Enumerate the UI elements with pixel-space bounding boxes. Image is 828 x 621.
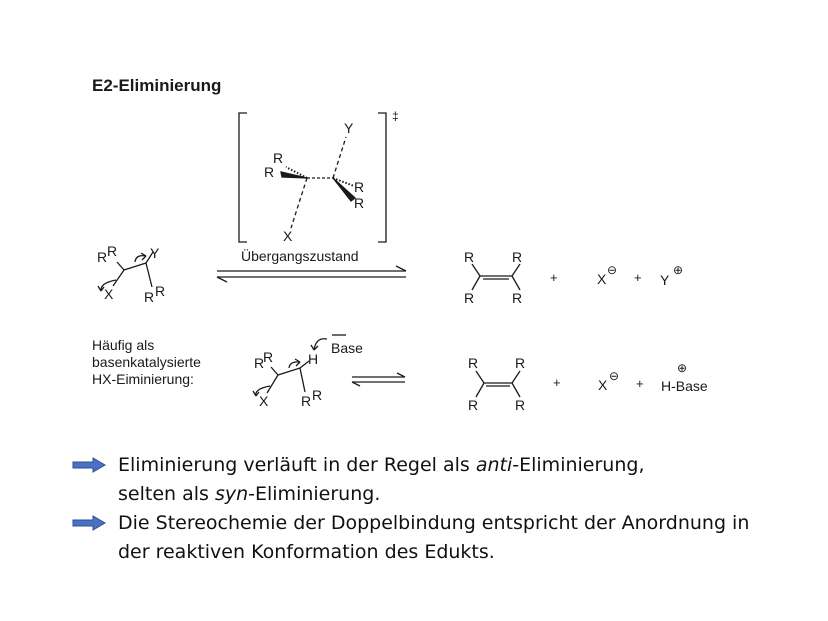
substituent-y: Y — [344, 120, 354, 136]
page-title: E2-Eliminierung — [92, 76, 222, 95]
substituent-r: R — [263, 349, 274, 365]
equilibrium-arrow — [352, 373, 405, 386]
substituent-r: R — [264, 164, 275, 180]
substituent-r: R — [144, 289, 155, 305]
reaction1-product — [464, 249, 522, 306]
substituent-r: R — [468, 355, 479, 371]
positive-charge: ⊕ — [677, 361, 688, 375]
substituent-x: X — [283, 228, 293, 244]
substituent-x: X — [104, 286, 114, 302]
dashed-bond-x — [291, 178, 307, 228]
arrow-shape — [73, 458, 105, 472]
plus-sign: + — [634, 270, 642, 285]
substituent-r: R — [464, 249, 475, 265]
substituent-r: R — [464, 290, 475, 306]
substituent-x: X — [259, 393, 269, 409]
base-label: Base — [331, 340, 363, 356]
substituent-r: R — [301, 393, 312, 409]
substituent-r: R — [515, 355, 526, 371]
h-base-cation: H-Base — [661, 378, 708, 394]
substituent-r: R — [354, 195, 365, 211]
substituent-r: R — [512, 290, 523, 306]
bracket-right — [378, 113, 386, 242]
bullet-item — [72, 451, 812, 509]
equilibrium-arrow — [217, 266, 406, 282]
negative-charge: ⊖ — [607, 263, 618, 277]
negative-charge: ⊖ — [609, 369, 620, 383]
substituent-r: R — [354, 179, 365, 195]
leaving-group-x: X — [597, 271, 607, 287]
right-arrow-icon — [72, 457, 106, 473]
substituent-r: R — [512, 249, 523, 265]
bullet-line — [118, 451, 812, 480]
substituent-r: R — [97, 249, 108, 265]
text-segment: -Eliminierung. — [248, 483, 381, 505]
bullet-item — [72, 509, 812, 567]
reaction2-caption-line: HX-Eiminierung: — [92, 371, 194, 387]
wedge-bond — [281, 172, 307, 178]
curved-arrow — [135, 256, 146, 262]
text-segment: selten als — [118, 483, 215, 505]
cation-y: Y — [660, 272, 670, 288]
dagger-symbol: ‡ — [392, 109, 399, 123]
reaction2-product — [468, 355, 525, 413]
arrow-shape — [73, 516, 105, 530]
plus-sign: + — [553, 375, 561, 390]
reaction2-caption-line: basenkatalysierte — [92, 354, 201, 370]
substituent-r: R — [312, 387, 323, 403]
transition-state — [239, 109, 399, 244]
bracket-left — [239, 113, 247, 242]
substituent-h: H — [308, 351, 319, 367]
bullet-list — [72, 451, 812, 567]
italic-term: anti — [475, 454, 513, 476]
plus-sign: + — [636, 376, 644, 391]
substituent-r: R — [155, 283, 166, 299]
substituent-r: R — [515, 397, 526, 413]
transition-state-label: Übergangszustand — [241, 248, 359, 264]
italic-term: syn — [214, 483, 249, 505]
positive-charge: ⊕ — [673, 263, 684, 277]
bullet-line — [118, 480, 812, 509]
bullet-line: der reaktiven Konformation des Edukts. — [118, 541, 495, 563]
leaving-group-x: X — [598, 377, 608, 393]
substituent-r: R — [468, 397, 479, 413]
right-arrow-icon — [72, 515, 106, 531]
text-segment: Eliminierung verläuft in der Regel als — [118, 454, 476, 476]
substituent-r: R — [107, 243, 118, 259]
substituent-y: Y — [150, 245, 160, 261]
reaction1-reactant — [97, 243, 165, 305]
bullet-line: Die Stereochemie der Doppelbindung entspricht der Anordnung in — [118, 512, 750, 534]
dashed-bond-y — [333, 137, 346, 178]
plus-sign: + — [550, 270, 558, 285]
substituent-r: R — [254, 355, 265, 371]
reaction2-caption-line: Häufig als — [92, 337, 155, 353]
wedge-bond — [333, 178, 355, 201]
text-segment: -Eliminierung, — [512, 454, 645, 476]
substituent-r: R — [273, 150, 284, 166]
